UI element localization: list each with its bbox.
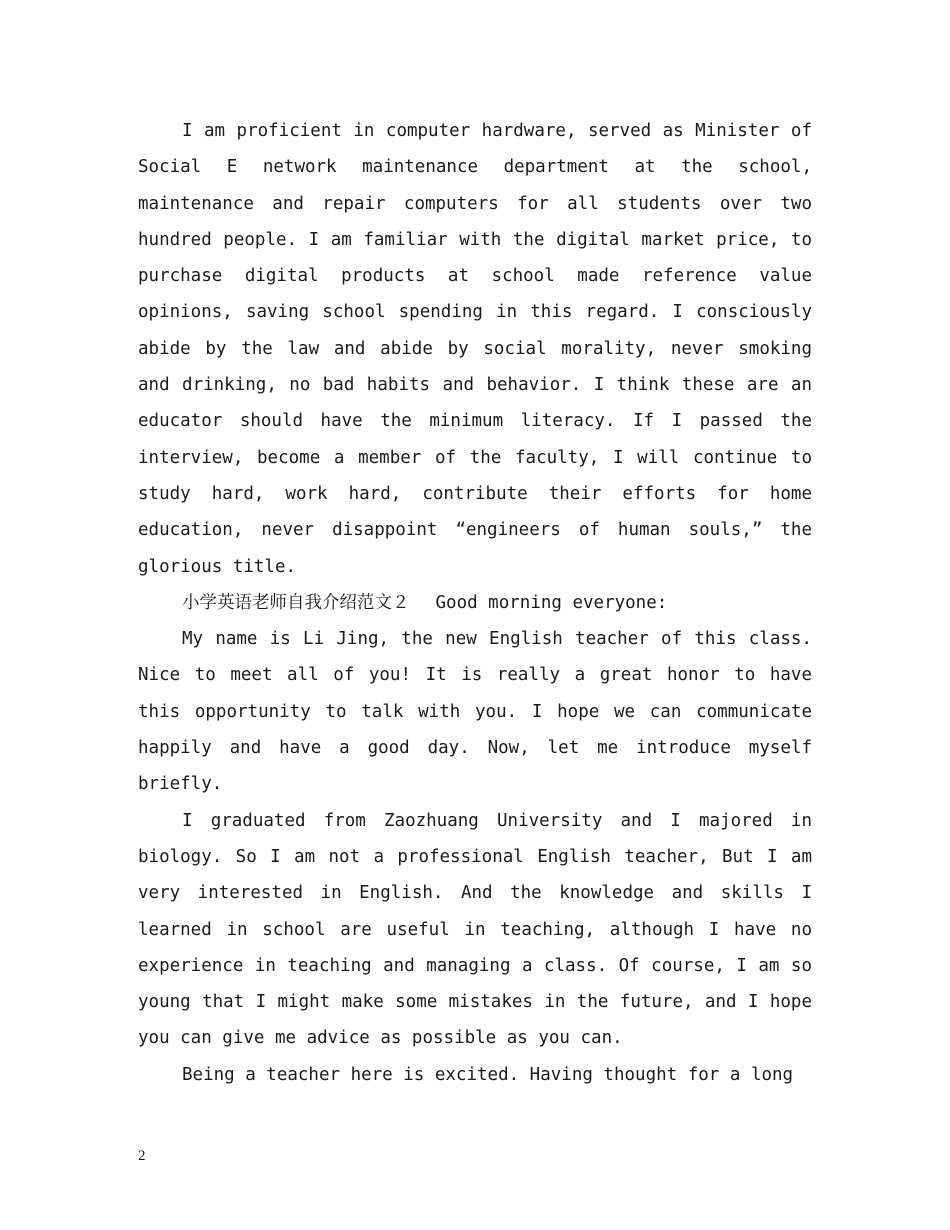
greeting-text: Good morning everyone:	[435, 592, 668, 613]
document-body	[138, 113, 812, 1093]
page-number: 2	[138, 1148, 146, 1164]
paragraph-being-teacher: Being a teacher here is excited. Having thought for a long	[182, 1064, 794, 1085]
section-heading	[138, 585, 812, 621]
paragraph-introduction: My name is Li Jing, the new English teacher of this class. Nice to meet all of you! It is really a great honor to have this opportunity to talk with you. I hope we can communicate happily and have a good day. Now, let me introduce myself briefly.	[138, 629, 812, 795]
paragraph-computer-skills: I am proficient in computer hardware, served as Minister of Social E network maintenance department at the school, maintenance and repair computers for all students over two hundred people. I am familiar with the digital market price, to purchase digital products at school made reference value opinions, saving school spending in this regard. I consciously abide by the law and abide by social morality, never smoking and drinking, no bad habits and behavior. I think these are an educator should have the minimum literacy. If I passed the interview, become a member of the faculty, I will continue to study hard, work hard, contribute their efforts for home education, never disappoint “engineers of human souls,” the glorious title.	[138, 121, 812, 577]
section-title: 小学英语老师自我介绍范文２	[182, 592, 410, 613]
paragraph-education: I graduated from Zaozhuang University and I majored in biology. So I am not a professional English teacher, But I am very interested in English. And the knowledge and skills I learned in school are useful in teaching, although I have no experience in teaching and managing a class. Of course, I am so young that I might make some mistakes in the future, and I hope you can give me advice as possible as you can.	[138, 810, 812, 1049]
